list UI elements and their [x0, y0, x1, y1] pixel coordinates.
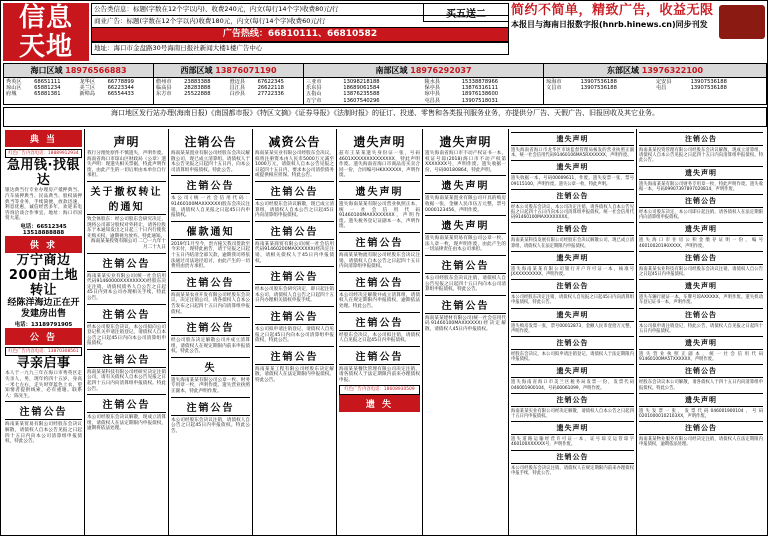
notice-title: 注销公告 [255, 346, 334, 365]
notice-title: 遗失声明 [511, 251, 634, 265]
notice-body: 海南某某投资管理有限公司经股东会决议解散，现成立清算组，请债权人自本公告见报之日起四十五日内向清算组申报债权。特此公告。 [639, 148, 763, 164]
region-cell: 13876235588 [343, 91, 380, 98]
notice-body: 致全体股东：经公司股东会研究决定，现将公司部分股权对外转让，请各位股东于本通知发出之日起三十日内行使优先购买权，逾期视为放弃。特此通知。 [87, 216, 166, 239]
notice-body: 经股东会决议，本公司拟申请注销登记，请债权人于法定期限内申报债权。 [511, 352, 634, 363]
notice-title: 遗失声明 [639, 222, 763, 236]
notice-title: 遗失声明 [511, 132, 634, 146]
region-cell: 15338878966 [461, 79, 499, 85]
region-block-3 [304, 64, 544, 104]
ad-phone[interactable]: 电话：66512345 13518888888 [20, 223, 67, 236]
notice-title: 遗失声明 [639, 166, 763, 180]
notice-title: 注销公告 [339, 232, 420, 251]
notice-body: 海南某某物业服务有限公司经决定注销，请债权人在法定期限内申报债权，逾期依法处理。 [639, 437, 763, 448]
notice-title: 注销公告 [87, 304, 166, 323]
ad-phone[interactable]: 电话：13189791905 [14, 321, 73, 328]
notice-title: 遗失声明 [425, 175, 506, 194]
region-block-4 [544, 64, 766, 104]
region-cell: 万宁市 [306, 97, 322, 104]
notice-body: 遗失海南某某有限公司公章一枚、财务专用章一枚，声明作废。遗失营业执照正副本，特此声明作废。 [171, 377, 250, 395]
notice-title: 注销公告 [171, 175, 250, 194]
slogan-subtext: 本报目与海南日报数字报(hnrb.hinews.cn)同步刊发 [511, 20, 708, 29]
notice-body: 遗失海口市住房公积金缴存证明一份，编号46010020190XXXX，声明作废。 [639, 238, 763, 249]
notice-title: 注销公告 [425, 255, 506, 274]
notice-body: 经股东会决议本公司解散，请各债权人于四十五日内向清算组申报债权。特此公告。 [639, 380, 763, 391]
notice-line-1: 公告类信息：标题(字数在12个字以内)、收费240元，内文(每行14个字)收费80元/行 [91, 3, 509, 15]
notice-title: 注销公告 [639, 364, 763, 378]
notice-title: 注销公告 [511, 279, 634, 293]
notice-title: 注销公告 [171, 272, 250, 291]
column-8 [637, 129, 765, 535]
region-cell: 屯昌 [655, 85, 667, 92]
region-cell: 东方市 [156, 91, 172, 98]
notice-body: 遗失发票一张，发票代码046001900104，号码02010000102103XX，声明作废。 [639, 408, 763, 420]
notice-body: 本公司经股东决定注销，请债权人自见报之日起45日内向清算组申报债权，特此公告。 [511, 295, 634, 306]
region-cell: 文昌市 [546, 85, 562, 92]
notice-title: 遗失声明 [511, 364, 634, 378]
notice-body: 本公司经决定解散并成立清算组，请债权人在规定期限内申报债权，逾期依法处理。特此公告。 [339, 292, 420, 309]
region-phone-table [544, 78, 766, 92]
notice-line-2: 商业广告：标题(字数在12个字以内)收费180元，内文(每行14个字)收费60元/行 [91, 15, 509, 27]
region-phone[interactable]: 13876071190 [215, 66, 277, 75]
region-phone[interactable]: 13976322100 [641, 66, 704, 75]
distribution-line-1: 海口地区发行站办理(海南日报)《南国都市报》《特区文摘》《证券导报》《法制时报》的征订、投递、零售和各类报刊服务业务，亦提供分厂告、天假广告、旧报回收及其它业务。 [111, 109, 659, 117]
ad-subheadline: 经陈洋海边正在开发建房出售 [7, 297, 80, 319]
region-cell: 五指山 [306, 91, 322, 98]
region-cell: 18689061584 [343, 85, 380, 92]
notice-body: 海南某某商贸有限公司(统一社会信用代码91460200MAXXXXXX)经决定注销，请相关债权人于45日内申报债权。 [255, 241, 334, 264]
seal-contact[interactable]: 红色广告内容电话：18889912934 [5, 149, 82, 158]
column-6 [423, 129, 509, 535]
notice-title: 注销公告 [255, 181, 334, 200]
notice-body: 海南某某物流有限公司经股东会决议注销，请债权人自本公告之日起四十五日内向清算组申报债权。 [339, 252, 420, 270]
notice-title: 失 [171, 357, 250, 376]
notice-title: 注销公告 [639, 194, 763, 208]
column-7 [509, 129, 637, 535]
region-cell: 三亚市 [306, 79, 322, 85]
column-6-title: 遗失声明 [439, 135, 492, 149]
notice-title: 遗失声明 [511, 308, 634, 322]
notice-signature: 海南某某投资有限公司 二〇一九年十月二十九日 [91, 239, 166, 250]
notice-body: 经股东会决议，本公司拟注销，请债权人自见报之日起45日内申报债权。 [339, 332, 420, 344]
notice-body: 本公司经股东会决议解散，现已成立清算组，请债权人自本公告之日起45日内向清算组申报债权。 [255, 201, 334, 219]
notice-title: 遗失声明 [339, 181, 420, 200]
region-cell: 26622118 [257, 85, 284, 92]
notice-title: 注销公告 [639, 308, 763, 322]
notice-body: 海南某某餐饮管理有限公司决定注销，请各债权人于法定期限内前来办理债权申报。 [339, 366, 420, 383]
column-1 [3, 129, 85, 535]
region-cell: 新埠岛 [79, 91, 96, 98]
notice-title: 注销公告 [511, 393, 634, 407]
region-cell: 13876316111 [461, 85, 499, 92]
ad-headline: 万宁商边200亩土地转让 [8, 252, 79, 298]
column-5 [337, 129, 423, 535]
notice-title: 催款通知 [171, 221, 250, 240]
column-3 [169, 129, 253, 535]
notice-body: 遗失营业执照正副本，统一社会信用代码91460100MA5TXXXXXX，声明作废。 [639, 352, 763, 363]
masthead-slogan-block [511, 3, 767, 61]
notice-title: 注销公告 [87, 349, 166, 368]
notice-title: 注销公告 [339, 272, 420, 291]
section-banner: 遗 失 [339, 395, 420, 412]
notice-title: 注销公告 [639, 421, 763, 435]
notice-body: 海南某某建材有限公司(统一社会信用代码91460100MAXXXXXX)经决定解散，请债权人45日内申报债权。 [425, 315, 506, 332]
notice-body: 本公司经股东会决议注销，请债权人自公告之日起45日内申报债权。特此公告。 [171, 417, 250, 434]
notice-title: 注销公告 [171, 397, 250, 416]
notice-title: 遗失声明 [511, 160, 634, 174]
region-name: 海口区域 18976566883 [4, 64, 153, 78]
column-2 [85, 129, 169, 535]
notice-title: 注销公告 [639, 132, 763, 146]
region-phone-table [304, 78, 543, 105]
region-cell: 屯昌县 [424, 97, 441, 104]
notice-title: 注销公告 [87, 253, 166, 272]
region-cell: 美兰区 [79, 85, 96, 92]
notice-body: 海南某某科技有限公司经研究决定注销公司，请有关债权人自本公告见报之日起四十五日内向清算组申报债权。特此公告。 [87, 369, 166, 392]
region-block-1 [4, 64, 154, 104]
notice-body: 经本公司股东决定，本公司即日起注销，请各债权人在法定期限内向清算组申报债权。 [639, 210, 763, 221]
notice-body: 遗失收据一本，号码00009611，作废。遗失发票一张，票号09115100，声明作废。遗失公章一枚，特此声明。 [511, 176, 634, 187]
hotline-text[interactable]: 广告热线：66810111、66810582 [91, 27, 509, 42]
horse-emblem-icon [719, 5, 765, 39]
region-contact-bar [3, 63, 767, 105]
region-phone-table [4, 78, 153, 99]
region-cell: 白沙县 [229, 91, 246, 98]
notice-body: 遗失海南某某有限公司财务专用章一枚，特此声明作废。遗失收据一本，号码09907397897020814，声明作废。 [639, 181, 763, 192]
column-2-title: 声明 [113, 135, 140, 149]
slogan-text: 简约不简单，精致广告，收益无限 [511, 3, 714, 18]
column-3-title: 注销公告 [184, 135, 237, 149]
notice-title: 遗失声明 [639, 279, 763, 293]
column-4-title: 减资公告 [268, 135, 321, 149]
promo-badge: 买五送二 [423, 3, 509, 22]
ad-headline: 寻亲启事 [16, 356, 71, 372]
ad-headline: 急用钱·找银达 [7, 158, 80, 189]
region-cell: 68651111 [34, 79, 61, 85]
region-cell: 乐东县 [306, 85, 322, 92]
notice-title: 注销公告 [171, 317, 250, 336]
region-row [155, 91, 302, 97]
seal-contact[interactable]: 红色广告内容电话：13870308561 [5, 347, 82, 356]
notice-body: 经本公司股东会研究决定，即日起注销本公司，请债权人自公告之日起四十五日内办理相关债权申报手续。 [255, 287, 334, 304]
notice-body: 遗失海南某某贸易有限公司公章一枚、法人章一枚，现声明作废，由此产生的一切法律责任由本公司承担。 [425, 236, 506, 253]
notice-body: 本公司经股东会决议注销，请债权人自公告见报之日起四十五日内向本公司清算组申报债权。特此公告。 [425, 275, 506, 293]
region-name: 南部区域 18976292037 [304, 64, 543, 78]
section-banner: 典 当 [5, 130, 82, 147]
notice-title: 注销公告 [5, 401, 82, 420]
logo-line-1: 信息 [18, 2, 73, 33]
notice-body: 本公司经股东会决议解散，现成立清算组，请债权人在法定期限内申报债权，逾期将依法处理。 [87, 415, 166, 432]
notice-title: 注销公告 [339, 312, 420, 331]
classified-columns [3, 129, 767, 535]
masthead [3, 3, 767, 61]
notice-title: 遗失声明 [639, 336, 763, 350]
region-phone[interactable]: 18976566883 [65, 66, 127, 75]
notice-body: 本公司经股东会决议注销，请债权人在规定期限内前来办理债权申报手续，特此公告。 [511, 465, 634, 476]
region-cell: 27722336 [257, 91, 284, 98]
notice-title: 遗失声明 [511, 421, 634, 435]
region-phone-table [154, 78, 303, 99]
region-cell: 琼中县 [424, 91, 441, 98]
notice-body: 2019年1月至今，贵方拖欠我司货款至今未付，现特此函告，请于见报之日起十五日内结清全部欠款，逾期我司将依法通过司法途径追讨，由此产生的一切费用由贵方承担。 [171, 241, 250, 270]
region-cell: 保亭县 [424, 85, 441, 92]
region-cell: 龙华区 [79, 79, 96, 85]
notice-body: 遗失海南某某有限公司营业执照正本，统一社会信用代码91460100MAXXXXXXXX，声明作废。遗失税务登记证副本一本，声明作废。 [339, 201, 420, 230]
address-text: 地址：海口市金盘路30号海南日报社新闻大楼1楼广告中心 [91, 42, 509, 55]
region-name: 东部区域 13976322100 [544, 64, 766, 78]
region-cell: 28283888 [184, 85, 211, 92]
notice-body: 经本公司股东会决议，本公司拟向公司登记机关申请注销登记，请债权人自本公告之日起45日内向本公司清算组申报债权。 [87, 324, 166, 347]
section-banner: 供 求 [5, 236, 82, 253]
notice-body: 遗失海南某某有限公司银行开户许可证一本，核准号JXXXXXXXXXX，声明作废。 [511, 266, 634, 278]
region-cell: 65881234 [34, 85, 61, 92]
region-cell: 府城 [6, 91, 17, 98]
notice-body: 遗失海南省海口市美兰区税务局发票一份，发票代码046001900104，号码00061099，声明作废。 [511, 380, 634, 391]
notice-title: 注销公告 [425, 295, 506, 314]
notice-body: 银达典当行专业办理房产抵押典当、汽车质押典当、民品典当、股权质押典当等业务，手续简便，放款迅速，利息优惠，诚信经营多年，欢迎来电咨询洽谈合作事宜。地址：海口市国贸大道。 [5, 188, 82, 222]
region-cell: 琼山区 [6, 85, 22, 92]
region-cell: 琼海市 [546, 79, 562, 85]
notice-body: 遗失购房发票一张，票号00012873，金额人民币壹拾万元整，声明作废。 [511, 323, 634, 334]
region-cell: 临高县 [156, 85, 172, 92]
region-cell: 18976138600 [461, 91, 499, 98]
notice-title: 注销公告 [511, 189, 634, 203]
region-row [305, 98, 542, 104]
notice-body: 遗失海南省海口市不动产权证书一本，权证号琼(2018)海口市不动产权第XXXXXXX号，声明作废。遗失收据一份，号码00180864，特此声明。 [425, 151, 506, 173]
notice-body: 遗失海南某某置业有限公司开具的购房收据一张，金额人民币伍万元整，票号0000123456，声明作废。 [425, 196, 506, 213]
region-cell: 昌江县 [229, 85, 246, 92]
notice-title: 关于撤权转让的通知 [87, 181, 166, 215]
region-row [545, 85, 765, 91]
notice-body: 经公司股东决定解散公司并成立清算组，请债权人在规定期限内前来申报债权。特此公告。 [171, 338, 250, 355]
notice-body: 海南某某科技发展有限公司经股东会决议解散公司，现已成立清算组，请债权人在法定期限内申报债权。 [511, 238, 634, 249]
region-phone[interactable]: 18976292037 [410, 66, 472, 75]
notice-body: 海南某某实业有限公司经股东会决议，拟将注册资本由人民币5000万元减至1000万元，请债权人自本公告见报之日起四十五日内，要求本公司清偿债务或提供相应担保。特此公告。 [255, 151, 334, 179]
notice-body: 本人于一九九三年在海口市秀英区走失亲人，男，现年约四十五岁，身高一米七左右，走失时穿蓝色上衣，望知情者提供线索，必有重谢。联系人：陈先生。 [5, 371, 82, 399]
notice-title: 注销公告 [511, 450, 634, 464]
region-block-2 [154, 64, 304, 104]
distribution-strip [3, 107, 767, 127]
region-cell: 陵水县 [424, 79, 441, 85]
region-cell: 13098218188 [343, 79, 380, 85]
notice-title: 注销公告 [255, 306, 334, 325]
notice-body: 本公司拟申请注销登记，请债权人自见报之日起45日内向本公司清算组申报债权，特此公告。 [255, 326, 334, 344]
notice-title: 注销公告 [511, 222, 634, 236]
notice-title: 注销公告 [511, 336, 634, 350]
region-cell: 67622345 [257, 79, 284, 85]
region-cell: 66554433 [107, 91, 134, 98]
notice-body: 海南某某农业科技有限公司经股东会决议注销，请债权人自公告之日起45日内申报债权。 [639, 266, 763, 278]
notice-body: 海南某某置业有限公司经股东会决议解散公司，现已成立清算组。请债权人于本公告见报之日起四十五日内，向本公司清算组申报债权。特此公告。 [171, 151, 250, 173]
region-cell: 23883388 [184, 79, 211, 85]
region-name: 西部区域 13876071190 [154, 64, 303, 78]
region-cell: 66223344 [107, 85, 134, 92]
notice-body: 海南某某实业有限公司(统一社会信用代码91460000XXXXXXXX)经股东决定注销，请债权债务人自公告之日起45日内到本公司办理相关手续，特此公告。 [87, 273, 166, 301]
notice-body: 遗失道路运输经营许可证一本，证号琼交运管琼字460100XXXXXX号，声明作废。 [511, 437, 634, 448]
notice-title: 注销公告 [639, 251, 763, 265]
notice-body: 海南某某工程有限公司经股东决定解散，请债权人在法定期限内申报债权。特此公告。 [255, 366, 334, 383]
section-banner: 公 告 [5, 328, 82, 345]
region-cell: 13907518031 [461, 97, 499, 104]
notice-title: 注销公告 [255, 221, 334, 240]
notice-body: 我行分理处原件不慎遗失，声明作废。海南省海口市琼山区财政局（公章）遗失声明：现遗失相关票据，特此声明作废，由此产生的一切后果由本单位自行承担。 [87, 151, 166, 179]
notice-body: 兹有王某某遗失身份证一张，号码4601XXXXXXXXXXXXXX，特此声明作废。遗失海南省海口市商品房买卖合同一份，合同编号HKXXXXXX，声明作废。 [339, 151, 420, 179]
notice-body: 经本公司股东会决议，本公司决定注销，请各债权人自本公告见报之日起四十五日内向本公司清算组申报债权。统一社会信用代码91460100MAXXXXXXXX。 [511, 204, 634, 221]
notice-title: 注销公告 [87, 394, 166, 413]
region-cell: 澄迈县 [229, 79, 246, 85]
logo-line-2: 天地 [18, 31, 73, 62]
notice-body: 遗失海南省海口市龙华区市场监督管理局核发的营业执照正副本，统一社会信用代码91460106MA5RXXXXXX，声明作废。 [511, 148, 634, 159]
region-cell: 定安县 [655, 79, 672, 85]
region-cell: 25522888 [184, 91, 211, 98]
notice-title: 注销公告 [255, 266, 334, 285]
region-cell: 13907536188 [690, 79, 727, 85]
region-cell: 秀英区 [6, 79, 22, 85]
notice-body: 本公司(统一社会信用代码：91460100MAXXXXXX)股东会决议注销，请债权人自见报之日起45日内申报债权。 [171, 196, 250, 219]
publication-logo [3, 3, 89, 61]
region-row [5, 91, 152, 97]
column-4 [253, 129, 337, 535]
region-cell: 13907536188 [580, 79, 617, 85]
seal-contact[interactable]: 红色广告内容电话：18608930509 [339, 385, 420, 394]
notice-body: 本公司拟申请注销登记，特此公告，请债权人自见报之日起四十五日内申报债权。 [639, 323, 763, 334]
region-cell: 13907536188 [690, 85, 727, 92]
notice-body: 海南某某贸易有限公司经股东会决议解散，请债权人自本公告见报之日起四十五日内向本公司清算组申报债权，特此公告。 [5, 422, 82, 445]
notice-title: 遗失声明 [639, 393, 763, 407]
region-cell: 66778899 [107, 79, 134, 85]
column-5-title: 遗失声明 [353, 135, 406, 149]
notice-title: 遗失声明 [425, 215, 506, 234]
notice-title: 注销公告 [339, 346, 420, 365]
notice-body: 遗失车辆行驶证一本，车牌号琼AXXXXX，声明作废。遗失机动车登记证书一本，声明作废。 [639, 295, 763, 306]
region-cell: 13607540296 [343, 97, 380, 104]
region-cell: 儋州市 [156, 79, 172, 85]
region-cell: 13907536188 [580, 85, 617, 92]
region-cell: 65881381 [34, 91, 61, 98]
notice-body: 海南某某农业开发有限公司经股东会决议，决定注销公司，请各债权人自本公告发布之日起四十五日内向清算组申报债权。 [171, 292, 250, 315]
notice-body: 海南某某实业有限公司经决定解散，请债权人自本公告之日起四十五日内申报债权。 [511, 408, 634, 420]
